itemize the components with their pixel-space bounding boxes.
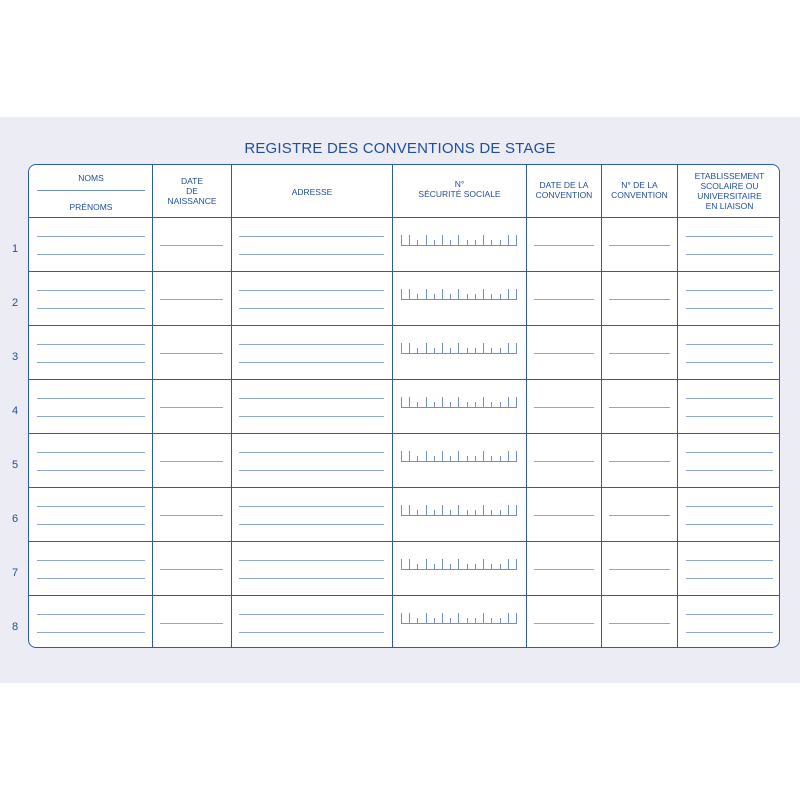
securite-sociale-field[interactable] <box>401 396 517 408</box>
adresse-field[interactable] <box>239 614 384 615</box>
ssn-tick <box>491 402 492 408</box>
ssn-tick <box>483 451 484 462</box>
ssn-tick <box>426 505 427 516</box>
ssn-tick <box>475 618 476 624</box>
etablissement-field[interactable] <box>686 308 773 309</box>
ssn-tick <box>450 618 451 624</box>
page-title: REGISTRE DES CONVENTIONS DE STAGE <box>244 140 556 157</box>
header-etablissement: ETABLISSEMENT SCOLAIRE OU UNIVERSITAIRE EN LIAISON <box>694 171 765 211</box>
ssn-tick <box>450 294 451 300</box>
ssn-tick <box>475 564 476 570</box>
column-divider <box>601 165 602 647</box>
ssn-tick <box>450 240 451 246</box>
ssn-tick <box>500 618 501 624</box>
row-number: 8 <box>12 621 19 633</box>
ssn-tick <box>491 510 492 516</box>
ssn-tick <box>450 348 451 354</box>
ssn-tick <box>442 289 443 300</box>
ssn-tick <box>508 613 509 624</box>
date-convention-field[interactable] <box>534 515 594 516</box>
column-divider <box>392 165 393 647</box>
ssn-tick <box>483 343 484 354</box>
ssn-tick <box>426 451 427 462</box>
etablissement-field[interactable] <box>686 452 773 453</box>
etablissement-field[interactable] <box>686 416 773 417</box>
row-number: 5 <box>12 459 19 471</box>
header-noms: NOMS <box>78 173 104 183</box>
prenom-field[interactable] <box>37 362 145 363</box>
ssn-tick <box>500 240 501 246</box>
etablissement-field[interactable] <box>686 236 773 237</box>
ssn-tick <box>426 343 427 354</box>
date-naissance-field[interactable] <box>160 407 223 408</box>
etablissement-field[interactable] <box>686 614 773 615</box>
ssn-tick <box>434 510 435 516</box>
register-table <box>28 164 780 648</box>
row-divider <box>29 595 779 596</box>
ssn-tick <box>409 289 410 300</box>
adresse-field[interactable] <box>239 290 384 291</box>
etablissement-field[interactable] <box>686 254 773 255</box>
ssn-tick <box>426 559 427 570</box>
ssn-tick <box>516 397 517 408</box>
date-convention-field[interactable] <box>534 299 594 300</box>
adresse-field[interactable] <box>239 470 384 471</box>
securite-sociale-field[interactable] <box>401 234 517 246</box>
ssn-tick <box>417 510 418 516</box>
nom-field[interactable] <box>37 614 145 615</box>
ssn-tick <box>442 235 443 246</box>
num-convention-field[interactable] <box>609 569 670 570</box>
row-number: 7 <box>12 567 19 579</box>
num-convention-field[interactable] <box>609 245 670 246</box>
etablissement-field[interactable] <box>686 506 773 507</box>
nom-field[interactable] <box>37 506 145 507</box>
nom-field[interactable] <box>37 236 145 237</box>
adresse-field[interactable] <box>239 416 384 417</box>
nom-field[interactable] <box>37 290 145 291</box>
ssn-tick <box>409 343 410 354</box>
etablissement-field[interactable] <box>686 560 773 561</box>
ssn-tick <box>516 343 517 354</box>
header-date-naissance: DATE DE NAISSANCE <box>167 176 217 206</box>
ssn-tick <box>475 348 476 354</box>
ssn-tick <box>491 348 492 354</box>
row-divider <box>29 271 779 272</box>
ssn-tick <box>417 402 418 408</box>
ssn-tick <box>467 240 468 246</box>
row-number: 3 <box>12 351 19 363</box>
column-divider <box>152 165 153 647</box>
ssn-tick <box>491 294 492 300</box>
ssn-tick <box>434 348 435 354</box>
row-number: 6 <box>12 513 19 525</box>
adresse-field[interactable] <box>239 362 384 363</box>
adresse-field[interactable] <box>239 254 384 255</box>
ssn-tick <box>401 613 402 624</box>
date-convention-field[interactable] <box>534 245 594 246</box>
row-number: 4 <box>12 405 19 417</box>
date-convention-field[interactable] <box>534 353 594 354</box>
adresse-field[interactable] <box>239 524 384 525</box>
row-divider <box>29 325 779 326</box>
ssn-tick <box>401 343 402 354</box>
ssn-tick <box>458 397 459 408</box>
ssn-tick <box>434 456 435 462</box>
date-convention-field[interactable] <box>534 407 594 408</box>
ssn-tick <box>426 613 427 624</box>
ssn-tick <box>401 505 402 516</box>
ssn-tick <box>475 294 476 300</box>
row-number: 2 <box>12 297 19 309</box>
ssn-tick <box>426 397 427 408</box>
ssn-tick <box>475 510 476 516</box>
ssn-tick <box>491 564 492 570</box>
adresse-field[interactable] <box>239 452 384 453</box>
ssn-tick <box>508 289 509 300</box>
adresse-field[interactable] <box>239 560 384 561</box>
row-divider <box>29 217 779 218</box>
prenom-field[interactable] <box>37 470 145 471</box>
ssn-tick <box>500 564 501 570</box>
ssn-tick <box>483 559 484 570</box>
ssn-tick <box>467 510 468 516</box>
ssn-tick <box>417 564 418 570</box>
date-naissance-field[interactable] <box>160 245 223 246</box>
ssn-tick <box>417 618 418 624</box>
row-divider <box>29 487 779 488</box>
nom-field[interactable] <box>37 560 145 561</box>
ssn-tick <box>467 294 468 300</box>
adresse-field[interactable] <box>239 344 384 345</box>
row-divider <box>29 541 779 542</box>
row-number: 1 <box>12 243 19 255</box>
ssn-tick <box>458 505 459 516</box>
etablissement-field[interactable] <box>686 470 773 471</box>
prenom-field[interactable] <box>37 524 145 525</box>
securite-sociale-field[interactable] <box>401 450 517 462</box>
ssn-tick <box>500 402 501 408</box>
ssn-tick <box>442 451 443 462</box>
securite-sociale-field[interactable] <box>401 558 517 570</box>
ssn-tick <box>491 618 492 624</box>
ssn-tick <box>450 510 451 516</box>
adresse-field[interactable] <box>239 506 384 507</box>
date-naissance-field[interactable] <box>160 515 223 516</box>
num-convention-field[interactable] <box>609 461 670 462</box>
ssn-tick <box>409 559 410 570</box>
ssn-tick <box>401 559 402 570</box>
nom-field[interactable] <box>37 452 145 453</box>
ssn-tick <box>508 235 509 246</box>
nom-field[interactable] <box>37 398 145 399</box>
ssn-tick <box>516 505 517 516</box>
ssn-tick <box>401 235 402 246</box>
ssn-tick <box>401 289 402 300</box>
ssn-tick <box>500 348 501 354</box>
date-convention-field[interactable] <box>534 623 594 624</box>
header-num-convention: N° DE LA CONVENTION <box>611 180 668 200</box>
ssn-tick <box>409 235 410 246</box>
header-prenoms: PRÉNOMS <box>69 202 113 212</box>
num-convention-field[interactable] <box>609 515 670 516</box>
ssn-tick <box>409 451 410 462</box>
ssn-tick <box>442 397 443 408</box>
column-divider <box>526 165 527 647</box>
etablissement-field[interactable] <box>686 290 773 291</box>
date-convention-field[interactable] <box>534 461 594 462</box>
ssn-tick <box>508 559 509 570</box>
ssn-tick <box>467 456 468 462</box>
ssn-tick <box>434 240 435 246</box>
ssn-tick <box>401 451 402 462</box>
securite-sociale-field[interactable] <box>401 288 517 300</box>
ssn-tick <box>426 235 427 246</box>
header-securite-sociale: N° SÉCURITÉ SOCIALE <box>418 179 501 199</box>
prenom-field[interactable] <box>37 254 145 255</box>
ssn-tick <box>434 564 435 570</box>
ssn-tick <box>409 397 410 408</box>
ssn-tick <box>483 613 484 624</box>
etablissement-field[interactable] <box>686 524 773 525</box>
ssn-tick <box>417 348 418 354</box>
etablissement-field[interactable] <box>686 578 773 579</box>
column-divider <box>231 165 232 647</box>
ssn-tick <box>508 343 509 354</box>
ssn-tick <box>450 456 451 462</box>
ssn-tick <box>417 456 418 462</box>
ssn-tick <box>500 456 501 462</box>
date-naissance-field[interactable] <box>160 299 223 300</box>
ssn-tick <box>491 240 492 246</box>
ssn-tick <box>409 613 410 624</box>
ssn-tick <box>442 613 443 624</box>
ssn-tick <box>434 402 435 408</box>
ssn-tick <box>458 559 459 570</box>
ssn-tick <box>426 289 427 300</box>
ssn-tick <box>450 564 451 570</box>
num-convention-field[interactable] <box>609 353 670 354</box>
header-adresse: ADRESSE <box>291 187 333 197</box>
ssn-tick <box>500 294 501 300</box>
ssn-tick <box>491 456 492 462</box>
ssn-tick <box>467 348 468 354</box>
ssn-tick <box>500 510 501 516</box>
row-divider <box>29 379 779 380</box>
ssn-tick <box>401 397 402 408</box>
etablissement-field[interactable] <box>686 632 773 633</box>
securite-sociale-field[interactable] <box>401 504 517 516</box>
etablissement-field[interactable] <box>686 362 773 363</box>
ssn-tick <box>434 618 435 624</box>
header-date-convention: DATE DE LA CONVENTION <box>535 180 593 200</box>
securite-sociale-field[interactable] <box>401 342 517 354</box>
date-naissance-field[interactable] <box>160 623 223 624</box>
ssn-tick <box>458 343 459 354</box>
ssn-tick <box>467 618 468 624</box>
ssn-tick <box>475 456 476 462</box>
ssn-tick <box>483 235 484 246</box>
num-convention-field[interactable] <box>609 407 670 408</box>
ssn-tick <box>467 402 468 408</box>
date-naissance-field[interactable] <box>160 461 223 462</box>
adresse-field[interactable] <box>239 578 384 579</box>
ssn-tick <box>483 289 484 300</box>
date-convention-field[interactable] <box>534 569 594 570</box>
ssn-tick <box>442 343 443 354</box>
securite-sociale-field[interactable] <box>401 612 517 624</box>
ssn-tick <box>450 402 451 408</box>
adresse-field[interactable] <box>239 236 384 237</box>
ssn-tick <box>516 613 517 624</box>
ssn-tick <box>458 451 459 462</box>
prenom-field[interactable] <box>37 308 145 309</box>
ssn-tick <box>442 505 443 516</box>
ssn-tick <box>467 564 468 570</box>
adresse-field[interactable] <box>239 398 384 399</box>
ssn-tick <box>442 559 443 570</box>
ssn-tick <box>508 451 509 462</box>
ssn-tick <box>483 505 484 516</box>
ssn-tick <box>434 294 435 300</box>
prenom-field[interactable] <box>37 578 145 579</box>
ssn-tick <box>516 289 517 300</box>
ssn-tick <box>475 402 476 408</box>
ssn-tick <box>417 240 418 246</box>
ssn-tick <box>508 505 509 516</box>
ssn-tick <box>458 235 459 246</box>
date-naissance-field[interactable] <box>160 353 223 354</box>
ssn-tick <box>508 397 509 408</box>
ssn-tick <box>516 559 517 570</box>
ssn-tick <box>409 505 410 516</box>
ssn-tick <box>475 240 476 246</box>
date-naissance-field[interactable] <box>160 569 223 570</box>
adresse-field[interactable] <box>239 308 384 309</box>
ssn-tick <box>458 613 459 624</box>
prenom-field[interactable] <box>37 416 145 417</box>
etablissement-field[interactable] <box>686 398 773 399</box>
ssn-tick <box>516 235 517 246</box>
etablissement-field[interactable] <box>686 344 773 345</box>
header-divider <box>37 190 145 191</box>
ssn-tick <box>458 289 459 300</box>
prenom-field[interactable] <box>37 632 145 633</box>
adresse-field[interactable] <box>239 632 384 633</box>
ssn-tick <box>417 294 418 300</box>
column-divider <box>677 165 678 647</box>
num-convention-field[interactable] <box>609 299 670 300</box>
ssn-tick <box>483 397 484 408</box>
num-convention-field[interactable] <box>609 623 670 624</box>
row-divider <box>29 433 779 434</box>
nom-field[interactable] <box>37 344 145 345</box>
ssn-tick <box>516 451 517 462</box>
